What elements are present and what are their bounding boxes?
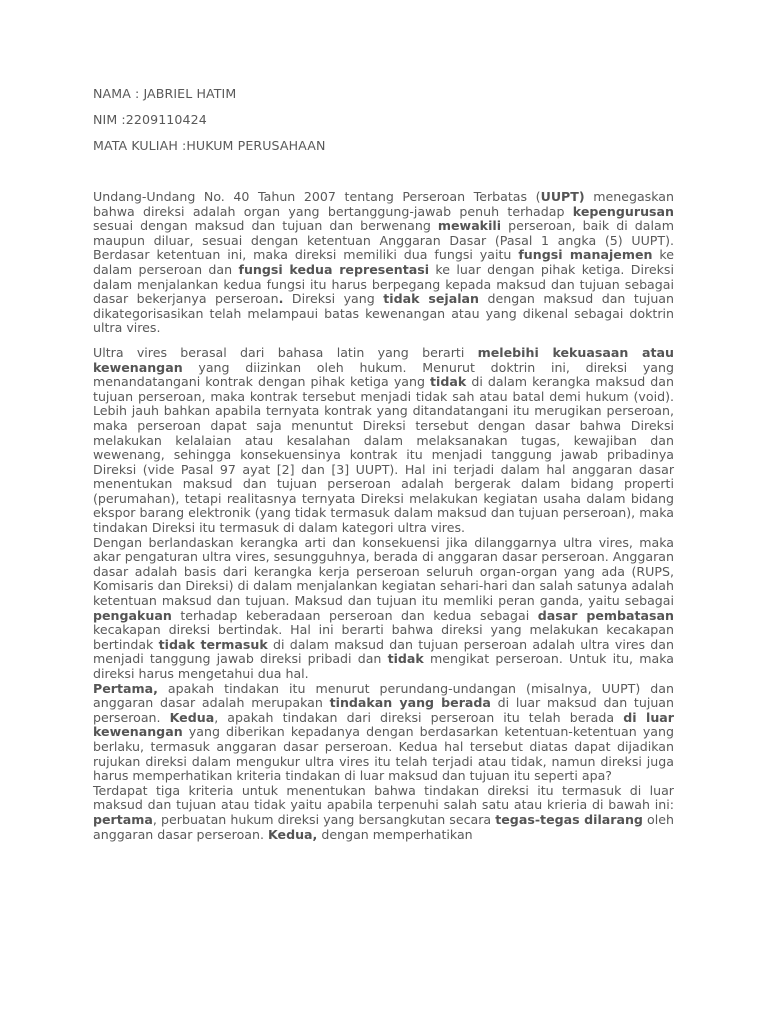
text-run: Ultra vires berasal dari bahasa latin yang berarti — [93, 344, 478, 360]
header-spacer — [93, 164, 674, 190]
text-run: dengan memperhatikan — [317, 826, 473, 842]
document-page — [93, 86, 674, 842]
text-run: mengikat perseroan. Untuk itu, maka direksi harus mengetahui dua hal. — [93, 651, 674, 681]
bold-text: melebihi kekuasaan atau kewenangan — [93, 344, 674, 375]
text-run: perseroan, baik di dalam maupun diluar, sesuai dengan ketentuan Anggaran Dasar (Pasal 1 angka (5) UUPT). Berdasar ketentuan ini, maka direksi memiliki dua fungsi yaitu — [93, 218, 675, 263]
text-run: terhadap keberadaan perseroan dan kedua sebagai — [171, 607, 538, 623]
bold-text: pengakuan — [93, 607, 172, 623]
text-run: ke luar dengan pihak ketiga. Direksi dalam menjalankan kedua fungsi itu harus berpegang kepada maksud dan tujuan sebagai dasar bekerjanya perseroan — [93, 261, 674, 307]
bold-text: tindakan yang berada — [329, 695, 491, 711]
text-run: di dalam kerangka maksud dan tujuan perseroan, maka kontrak tersebut menjadi tidak sah atau batal demi hukum (void). Lebih jauh bahkan apabila ternyata kontrak yang ditandatangani itu merugikan perseroan, maka perseroan dapat saja menuntut Direksi tersebut dengan dasar bahwa Direksi melakukan kelalaian atau kesalahan dalam melaksanakan tugas, kewajiban dan wewenang, sehingga konsekuensinya kontrak itu menjadi tanggung jawab pribadinya Direksi (vide Pasal 97 ayat [2] dan [3] UUPT). Hal ini terjadi dalam hal anggaran dasar menentukan maksud dan tujuan perseroan adalah bergerak dalam bidang properti (perumahan), tetapi realitasnya ternyata Direksi melakukan kegiatan usaha dalam bidang ekspor barang elektronik (yang tidak termasuk dalam maksud dan tujuan perseroan), maka tindakan Direksi itu termasuk di dalam kategori ultra vires. — [93, 374, 675, 536]
bold-text: fungsi kedua representasi — [238, 261, 430, 277]
text-run: Direksi yang — [283, 291, 384, 307]
text-run: Dengan berlandaskan kerangka arti dan konsekuensi jika dilanggarnya ultra vires, maka akar pengaturan ultra vires, sesungguhnya, berada di anggaran dasar perseroan. Anggaran dasar adalah basis dari kerangka kerja perseroan seluruh organ-organ yang ada (RUPS, Komisaris dan Direksi) di dalam menjalankan kegiatan sehari-hari dan salah satunya adalah ketentuan maksud dan tujuan. Maksud dan tujuan itu memliki peran ganda, yaitu sebagai — [93, 534, 674, 609]
text-run: di dalam maksud dan tujuan perseroan adalah ultra vires dan menjadi tanggung jawab direksi pribadi dan — [93, 636, 674, 667]
text-run: oleh anggaran dasar perseroan. — [93, 811, 674, 842]
text-run: kecakapan direksi bertindak. Hal ini berarti bahwa direksi yang melakukan kecakapan bertindak — [93, 622, 674, 652]
bold-text: tidak — [387, 651, 424, 667]
body-paragraph — [93, 784, 674, 842]
course-name: MATA KULIAH :HUKUM PERUSAHAAN — [93, 138, 326, 153]
document-body — [93, 190, 674, 842]
bold-text: Kedua, — [268, 826, 318, 842]
body-paragraph — [93, 190, 674, 336]
bold-text: mewakili — [437, 218, 502, 234]
text-run: Terdapat tiga kriteria untuk menentukan bahwa tindakan direksi itu termasuk di luar maksud dan tujuan atau tidak yaitu apabila terpenuhi salah satu atau krieria di bawah ini: — [93, 782, 674, 813]
text-run: apakah tindakan itu menurut perundang-undangan (misalnya, UUPT) dan anggaran dasar adalah merupakan — [93, 680, 674, 711]
bold-text: tidak termasuk — [158, 636, 268, 652]
bold-text: kepengurusan — [572, 203, 674, 219]
text-run: sesuai dengan maksud dan tujuan dan berwenang — [93, 218, 438, 234]
text-run: yang diizinkan oleh hukum. Menurut doktrin ini, direksi yang menandatangani kontrak dengan pihak ketiga yang — [93, 359, 674, 390]
text-run: yang diberikan kepadanya dengan berdasarkan ketentuan-ketentuan yang berlaku, termasuk anggaran dasar perseroan. Kedua hal tersebut diatas dapat dijadikan rujukan direksi dalam mengukur ultra vires itu telah terjadi atau tidak, namun direksi juga harus memperhatikan kriteria tindakan di luar maksud dan tujuan itu seperti apa? — [93, 724, 674, 784]
text-run: , perbuatan hukum direksi yang bersangkutan secara — [152, 811, 496, 827]
body-paragraph — [93, 536, 674, 682]
student-name: NAMA : JABRIEL HATIM — [93, 86, 237, 101]
bold-text: tegas-tegas dilarang — [495, 811, 643, 827]
bold-text: di luar kewenangan — [93, 709, 674, 740]
text-run: ke dalam perseroan dan — [93, 247, 674, 277]
bold-text: pertama — [93, 811, 153, 827]
body-paragraph — [93, 682, 674, 784]
bold-text: Kedua — [169, 709, 215, 725]
bold-text: tidak sejalan — [383, 291, 479, 307]
bold-text: dasar pembatasan — [537, 607, 674, 623]
bold-text: UUPT) — [540, 189, 585, 204]
bold-text: . — [278, 291, 284, 307]
bold-text: tidak — [430, 374, 467, 390]
text-run: Undang-Undang No. 40 Tahun 2007 tentang Perseroan Terbatas ( — [93, 189, 541, 204]
text-run: di luar maksud dan tujuan perseroan. — [93, 695, 674, 725]
student-id: NIM :2209110424 — [93, 112, 207, 127]
text-run: , apakah tindakan dari direksi perseroan itu telah berada — [214, 709, 624, 725]
body-paragraph — [93, 346, 674, 536]
bold-text: Pertama, — [93, 680, 158, 696]
text-run: dengan maksud dan tujuan dikategorisasikan telah melampaui batas kewenangan atau yang dikenal sebagai doktrin ultra vires. — [93, 291, 675, 336]
text-run: menegaskan bahwa direksi adalah organ yang bertanggung-jawab penuh terhadap — [93, 189, 675, 219]
bold-text: fungsi manajemen — [518, 247, 653, 263]
